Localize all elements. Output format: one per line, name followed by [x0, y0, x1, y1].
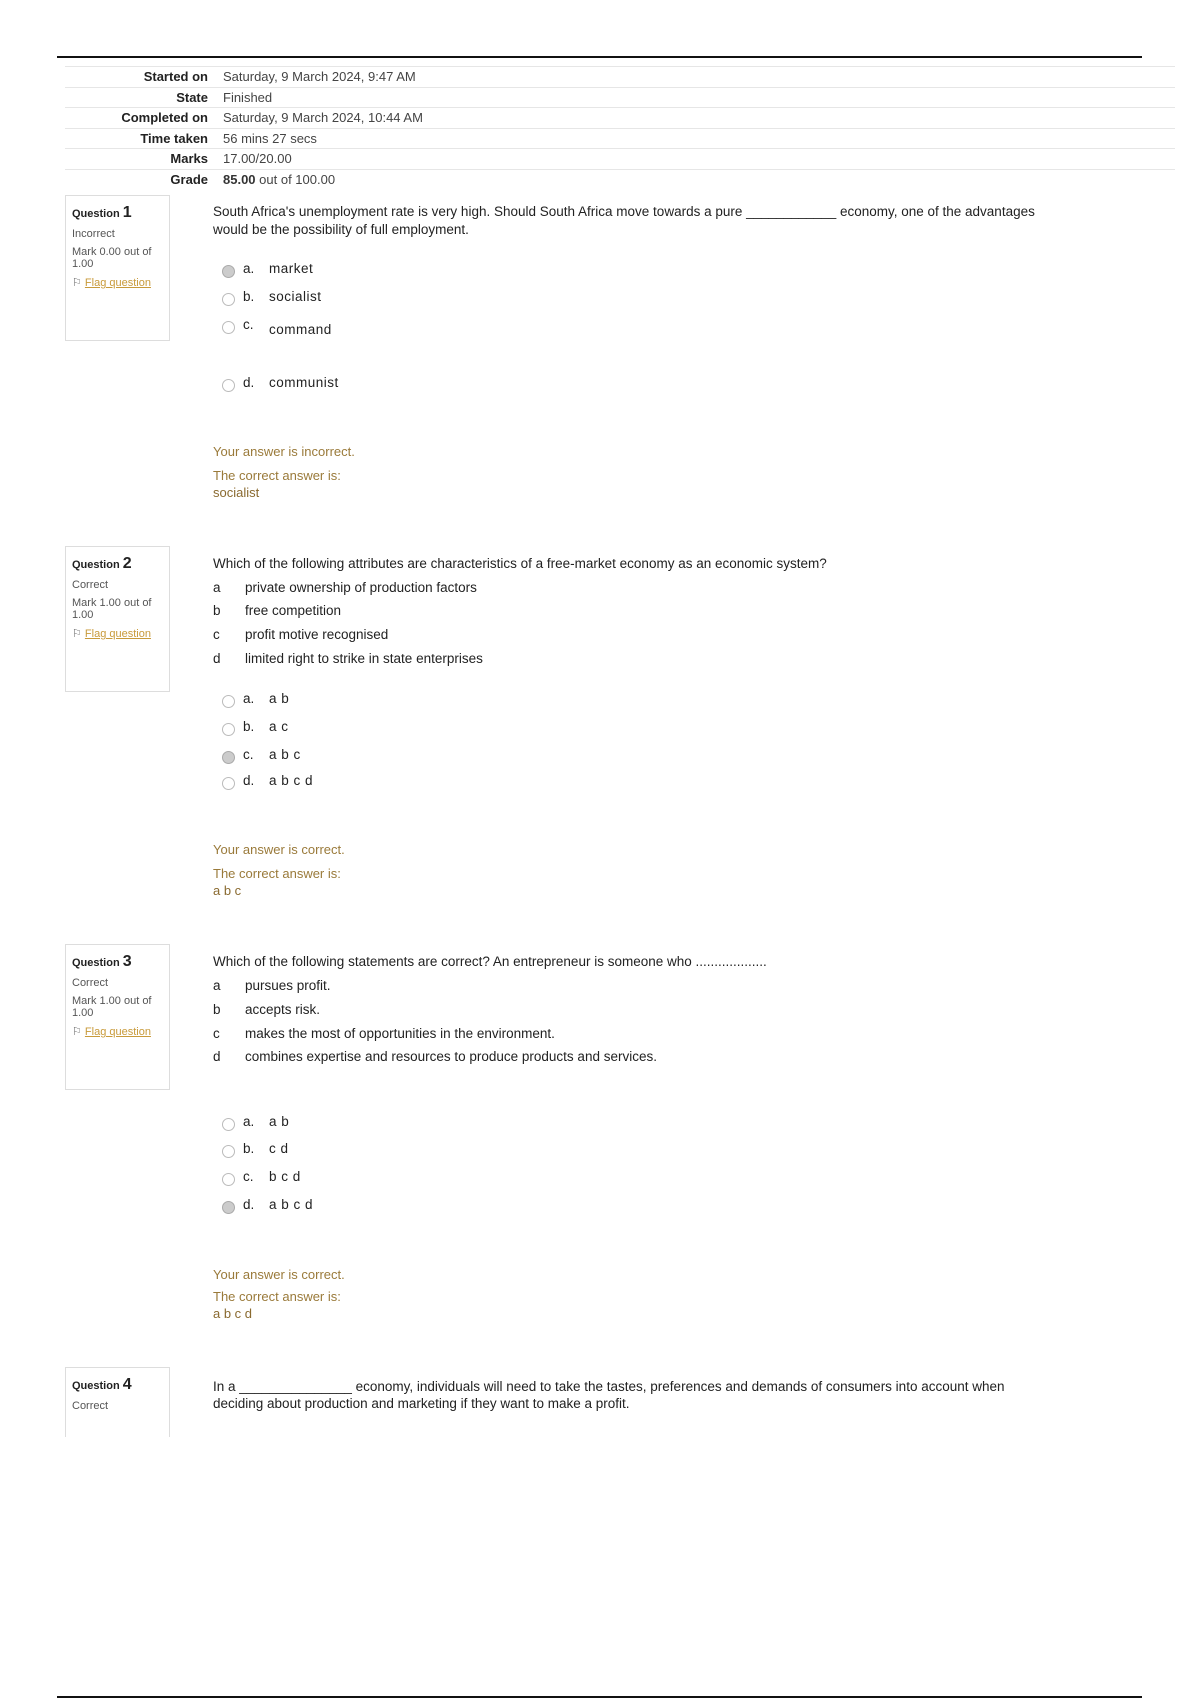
option-letter: a.: [243, 1114, 255, 1129]
answer-radio[interactable]: [222, 1173, 235, 1186]
question-mark: Mark 0.00 out of 1.00: [72, 246, 152, 270]
flag-label[interactable]: Flag question: [84, 628, 151, 640]
question-number-value: 4: [122, 1376, 132, 1393]
grade-value: 85.00: [223, 171, 256, 187]
feedback-text: Your answer is correct.: [213, 1267, 345, 1282]
question-status: Correct: [72, 977, 109, 989]
summary-value-text: out of 100.00: [259, 171, 336, 187]
answer-radio[interactable]: [222, 1201, 235, 1214]
summary-value-text: Saturday, 9 March 2024, 9:47 AM: [223, 69, 416, 84]
summary-row: [65, 107, 1175, 128]
correct-answer: a b c d: [213, 1306, 253, 1321]
answer-radio[interactable]: [222, 777, 235, 790]
option-letter: a.: [243, 261, 255, 276]
question-mark: Mark 1.00 out of 1.00: [72, 995, 152, 1019]
list-letter: b: [213, 603, 221, 618]
summary-label: Started on: [143, 69, 208, 84]
option-text[interactable]: a c: [269, 719, 289, 734]
question-text: Which of the following attributes are characteristics of a free-market economy as an economic system?: [213, 556, 827, 571]
list-text: combines expertise and resources to produce products and services.: [245, 1049, 657, 1064]
answer-radio[interactable]: [222, 1118, 235, 1131]
summary-label: Marks: [170, 151, 208, 166]
answer-radio[interactable]: [222, 293, 235, 306]
question-number: [72, 953, 163, 971]
list-text: accepts risk.: [245, 1002, 321, 1017]
summary-label: Time taken: [140, 130, 208, 146]
option-text[interactable]: communist: [269, 375, 339, 390]
option-letter: b.: [243, 289, 255, 304]
correct-answer-label: The correct answer is:: [213, 1289, 341, 1304]
option-text[interactable]: market: [269, 261, 314, 276]
question-text: would be the possibility of full employment.: [213, 222, 469, 237]
option-letter: b.: [243, 1141, 255, 1156]
summary-value: [223, 149, 292, 169]
answer-radio[interactable]: [222, 723, 235, 736]
flag-label[interactable]: Flag question: [84, 277, 151, 289]
list-text: free competition: [245, 603, 342, 618]
question-number: [72, 1376, 163, 1394]
question-info-box: [65, 944, 170, 1090]
option-text[interactable]: c d: [269, 1141, 289, 1156]
list-text: makes the most of opportunities in the environment.: [245, 1026, 555, 1041]
summary-label: Grade: [170, 171, 208, 187]
option-text[interactable]: a b c: [269, 747, 301, 762]
list-text: limited right to strike in state enterprises: [245, 651, 483, 666]
option-text[interactable]: socialist: [269, 289, 322, 304]
answer-radio[interactable]: [222, 1145, 235, 1158]
question-number-value: 1: [122, 204, 132, 221]
summary-row: [65, 128, 1175, 149]
summary-label: Completed on: [121, 110, 208, 125]
list-letter: a: [213, 978, 221, 993]
list-text: profit motive recognised: [245, 627, 389, 642]
summary-row: [65, 169, 1175, 190]
flag-icon: ⚐: [72, 1026, 85, 1038]
option-text[interactable]: command: [269, 322, 332, 337]
question-text: South Africa's unemployment rate is very high. Should South Africa move towards a pure ____________ economy, one of the advantages: [213, 204, 1035, 219]
feedback-text: Your answer is correct.: [213, 842, 345, 857]
option-letter: a.: [243, 691, 255, 706]
answer-radio[interactable]: [222, 695, 235, 708]
answer-radio[interactable]: [222, 265, 235, 278]
question-mark: Mark 1.00 out of 1.00: [72, 597, 152, 621]
option-text[interactable]: a b: [269, 691, 290, 706]
top-rule: [57, 56, 1142, 58]
list-text: private ownership of production factors: [245, 580, 477, 595]
option-letter: c.: [243, 747, 254, 762]
option-text[interactable]: a b c d: [269, 773, 314, 788]
question-info-box: [65, 1367, 170, 1437]
summary-value-text: Finished: [223, 89, 273, 105]
question-text: In a _______________ economy, individuals will need to take the tastes, preferences and demands of consumers into account when: [213, 1379, 1005, 1394]
summary-value: [223, 129, 317, 149]
question-status: Incorrect: [72, 228, 115, 240]
question-label: Question: [72, 1380, 120, 1392]
question-status: Correct: [72, 1400, 109, 1412]
summary-value: [223, 108, 423, 128]
flag-question-link[interactable]: [72, 276, 163, 289]
option-letter: c.: [243, 317, 254, 332]
summary-value: [223, 67, 416, 87]
summary-row: [65, 148, 1175, 169]
option-letter: d.: [243, 773, 255, 788]
question-number: [72, 204, 163, 222]
question-number-value: 3: [122, 953, 132, 970]
feedback-text: Your answer is incorrect.: [213, 444, 355, 459]
option-letter: d.: [243, 1197, 255, 1212]
option-text[interactable]: a b: [269, 1114, 290, 1129]
list-letter: d: [213, 651, 221, 666]
flag-label[interactable]: Flag question: [84, 1026, 151, 1038]
summary-row: [65, 87, 1175, 108]
option-letter: b.: [243, 719, 255, 734]
summary-row: [65, 66, 1175, 87]
question-text: deciding about production and marketing if they want to make a profit.: [213, 1396, 630, 1411]
correct-answer-label: The correct answer is:: [213, 468, 341, 483]
option-text[interactable]: b c d: [269, 1169, 301, 1184]
flag-question-link[interactable]: [72, 627, 163, 640]
list-letter: c: [213, 627, 220, 642]
bottom-rule: [57, 1696, 1142, 1698]
option-letter: d.: [243, 375, 255, 390]
question-label: Question: [72, 559, 120, 571]
option-text[interactable]: a b c d: [269, 1197, 314, 1212]
question-label: Question: [72, 208, 120, 220]
question-text: Which of the following statements are correct? An entrepreneur is someone who ...................: [213, 954, 767, 969]
question-info-box: [65, 195, 170, 341]
flag-question-link[interactable]: [72, 1025, 163, 1038]
list-letter: c: [213, 1026, 220, 1041]
correct-answer: socialist: [213, 485, 260, 500]
question-status: Correct: [72, 579, 109, 591]
answer-radio[interactable]: [222, 321, 235, 334]
list-text: pursues profit.: [245, 978, 331, 993]
summary-label: State: [176, 89, 208, 105]
flag-icon: ⚐: [72, 628, 85, 640]
question-info-box: [65, 546, 170, 692]
flag-icon: ⚐: [72, 277, 85, 289]
correct-answer: a b c: [213, 883, 242, 898]
question-number-value: 2: [122, 555, 132, 572]
summary-value: [223, 88, 272, 108]
answer-radio[interactable]: [222, 751, 235, 764]
summary-value-text: Saturday, 9 March 2024, 10:44 AM: [223, 110, 423, 125]
summary-value: [223, 170, 335, 190]
list-letter: d: [213, 1049, 221, 1064]
question-number: [72, 555, 163, 573]
list-letter: a: [213, 580, 221, 595]
question-label: Question: [72, 957, 120, 969]
summary-value-text: 56 mins 27 secs: [223, 130, 317, 146]
summary-value-text: 17.00/20.00: [223, 151, 292, 166]
option-letter: c.: [243, 1169, 254, 1184]
list-letter: b: [213, 1002, 221, 1017]
answer-radio[interactable]: [222, 379, 235, 392]
correct-answer-label: The correct answer is:: [213, 866, 341, 881]
